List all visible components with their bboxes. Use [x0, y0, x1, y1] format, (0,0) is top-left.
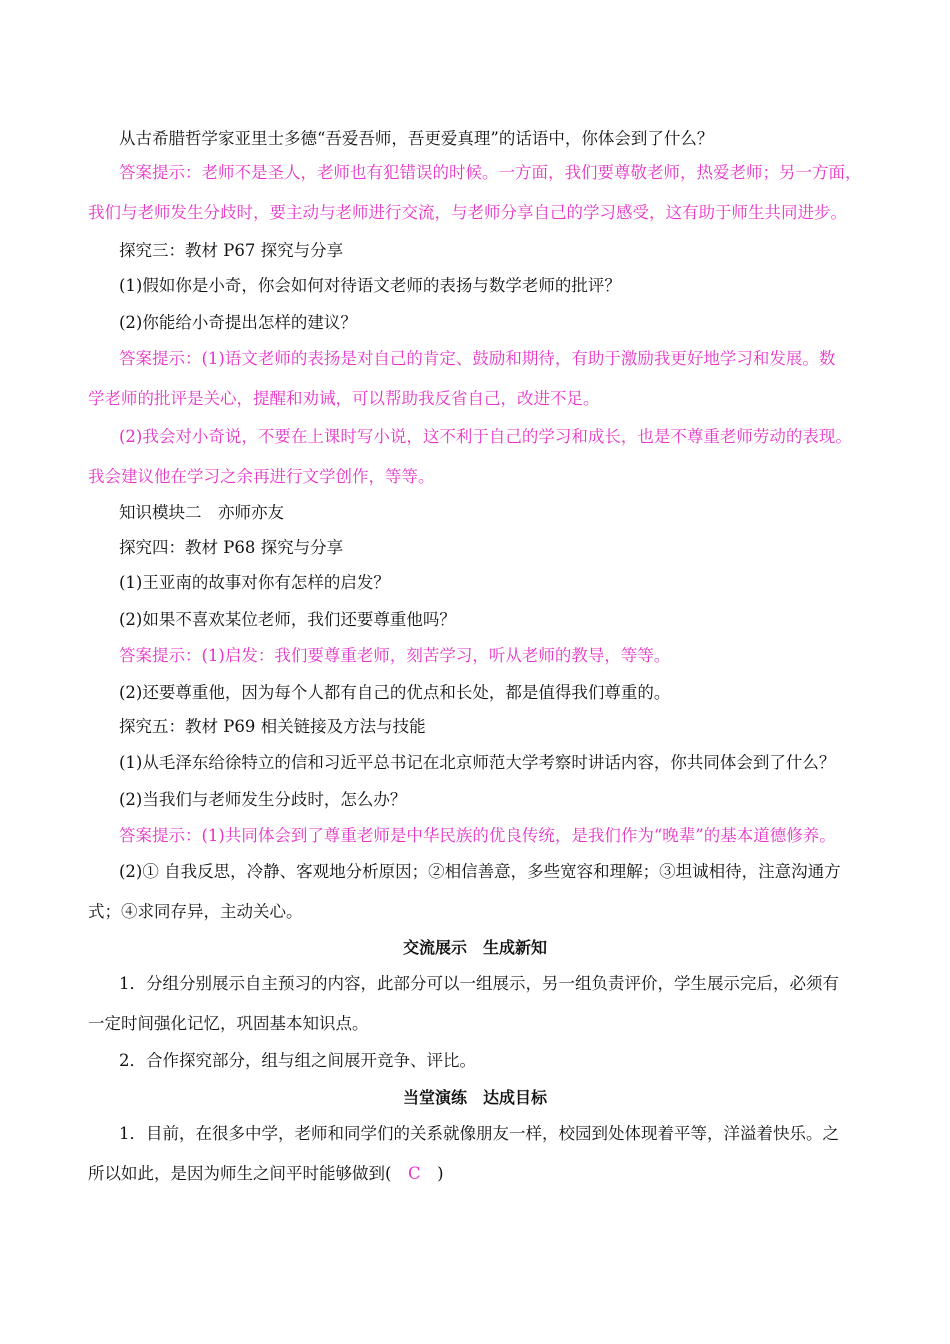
question: (1)王亚南的故事对你有怎样的启发？ [119, 573, 390, 592]
practice-question: 1．目前，在很多中学，老师和同学们的关系就像朋友一样，校园到处体现着平等，洋溢着快乐。之 [119, 1124, 839, 1143]
question: (1)从毛泽东给徐特立的信和习近平总书记在北京师范大学考察时讲话内容，你共同体会到了什么？ [119, 753, 836, 772]
step-item-cont: 一定时间强化记忆，巩固基本知识点。 [88, 1014, 369, 1033]
step-item: 2．合作探究部分，组与组之间展开竞争、评比。 [119, 1051, 476, 1070]
question: (2)当我们与老师发生分歧时，怎么办？ [119, 790, 407, 809]
answer-hint-cont: 我们与老师发生分歧时，要主动与老师进行交流，与老师分享自己的学习感受，这有助于师生共同进步。 [88, 203, 847, 222]
answer-hint-cont: 我会建议他在学习之余再进行文学创作，等等。 [88, 467, 435, 486]
answer-hint: 答案提示：(1)启发：我们要尊重老师，刻苦学习，听从老师的教导，等等。 [119, 646, 671, 665]
answer-text-cont: 式；④求同存异，主动关心。 [88, 902, 303, 921]
explore-five-heading: 探究五：教材 P69 相关链接及方法与技能 [119, 717, 426, 736]
answer-hint-cont: 学老师的批评是关心，提醒和劝诫，可以帮助我反省自己，改进不足。 [88, 389, 600, 408]
step-item: 1．分组分别展示自主预习的内容，此部分可以一组展示，另一组负责评价，学生展示完后，必须有 [119, 974, 839, 993]
answer-hint: (2)我会对小奇说，不要在上课时写小说，这不利于自己的学习和成长，也是不尊重老师劳动的表现。 [119, 427, 852, 446]
question: (2)如果不喜欢某位老师，我们还要尊重他吗？ [119, 610, 456, 629]
question: (1)假如你是小奇，你会如何对待语文老师的表扬与数学老师的批评？ [119, 276, 621, 295]
module-two-heading: 知识模块二 亦师亦友 [119, 503, 284, 522]
answer-choice: C [407, 1164, 421, 1183]
answer-text: (2)① 自我反思，冷静、客观地分析原因；②相信善意，多些宽容和理解；③坦诚相待，注意沟通方 [119, 862, 841, 881]
question: (2)你能给小奇提出怎样的建议？ [119, 313, 357, 332]
section-heading-practice: 当堂演练 达成目标 [402, 1088, 547, 1107]
answer-hint: 答案提示：(1)语文老师的表扬是对自己的肯定、鼓励和期待，有助于激励我更好地学习和发展。数 [119, 349, 836, 368]
question-aristotle: 从古希腊哲学家亚里士多德“吾爱吾师，吾更爱真理”的话语中，你体会到了什么？ [119, 129, 714, 148]
section-heading-exchange: 交流展示 生成新知 [402, 938, 547, 957]
question-bracket: ) [420, 1164, 444, 1183]
explore-four-heading: 探究四：教材 P68 探究与分享 [119, 538, 344, 557]
practice-question-cont [88, 1163, 444, 1185]
answer-hint: 答案提示：老师不是圣人，老师也有犯错误的时候。一方面，我们要尊敬老师，热爱老师；另一方面， [119, 163, 862, 182]
answer-hint: 答案提示：(1)共同体会到了尊重老师是中华民族的优良传统，是我们作为“晚辈”的基本道德修养。 [119, 826, 836, 845]
explore-three-heading: 探究三：教材 P67 探究与分享 [119, 241, 344, 260]
answer-text: (2)还要尊重他，因为每个人都有自己的优点和长处，都是值得我们尊重的。 [119, 683, 671, 702]
question-stem: 所以如此，是因为师生之间平时能够做到( [88, 1164, 408, 1183]
